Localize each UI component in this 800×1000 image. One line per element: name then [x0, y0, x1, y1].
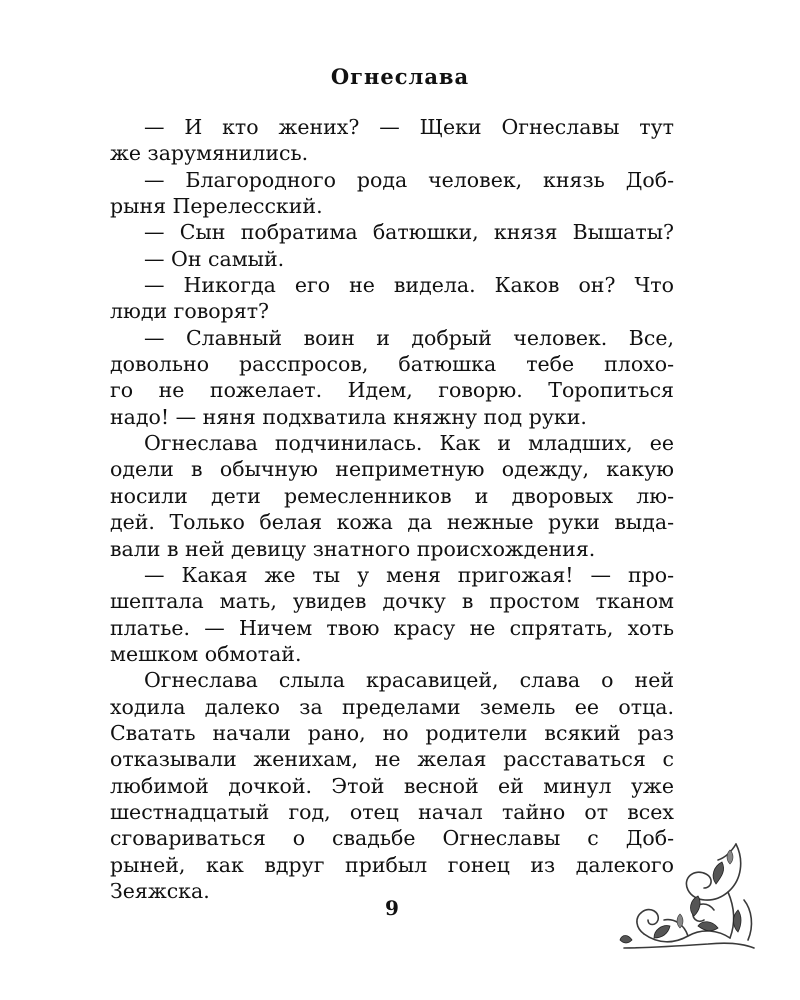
text-line: — Славный воин и добрый человек. Все, — [144, 325, 674, 350]
text-line: носили дети ремесленников и дворовых лю- — [110, 483, 674, 508]
text-line: — Никогда его не видела. Каков он? Что — [144, 273, 674, 298]
text-line: же зарумянились. — [110, 141, 309, 166]
text-line: рыня Перелесский. — [110, 194, 323, 219]
text-line: — Благородного рода человек, князь Доб- — [144, 167, 674, 192]
text-line: — Он самый. — [144, 246, 285, 271]
text-line: дей. Только белая кожа да нежные руки выда- — [110, 510, 674, 535]
text-line: Сватать начали рано, но родители всякий раз — [110, 720, 674, 745]
body-text — [110, 114, 674, 904]
text-line: Огнеслава слыла красавицей, слава о ней — [144, 668, 674, 693]
text-line: люди говорят? — [110, 299, 270, 324]
text-line: рыней, как вдруг прибыл гонец из далекого — [110, 852, 674, 877]
text-line: вали в ней девицу знатного происхождения. — [110, 536, 596, 561]
page-number: 9 — [385, 896, 399, 920]
text-line: любимой дочкой. Этой весной ей минул уже — [110, 773, 674, 798]
text-line: надо! — няня подхватила княжну под руки. — [110, 404, 587, 429]
text-line: Огнеслава подчинилась. Как и младших, ее — [144, 431, 674, 456]
text-line: — И кто жених? — Щеки Огнеславы тут — [144, 115, 674, 139]
text-line: Зеяжска. — [110, 878, 210, 903]
text-line: мешком обмотай. — [110, 641, 302, 666]
text-line: платье. — Ничем твою красу не спрятать, хоть — [110, 615, 674, 640]
text-line: го не пожелает. Идем, говорю. Торопиться — [110, 378, 674, 403]
text-line: — Какая же ты у меня пригожая! — про- — [144, 562, 674, 587]
running-title: Огнеслава — [330, 64, 470, 89]
text-line: одели в обычную неприметную одежду, какую — [110, 457, 674, 482]
text-line: отказывали женихам, не желая расставаться с — [110, 747, 674, 772]
text-line: — Сын побратима батюшки, князя Вышаты? — [144, 220, 674, 245]
text-line: довольно расспросов, батюшка тебе плохо- — [110, 352, 674, 377]
text-line: сговариваться о свадьбе Огнеславы с Доб- — [110, 826, 674, 851]
ornamental-flourish-icon — [618, 840, 758, 952]
text-line: ходила далеко за пределами земель ее отца. — [110, 694, 674, 719]
text-line: шестнадцатый год, отец начал тайно от всех — [110, 799, 674, 824]
text-line: шептала мать, увидев дочку в простом тканом — [110, 589, 674, 614]
